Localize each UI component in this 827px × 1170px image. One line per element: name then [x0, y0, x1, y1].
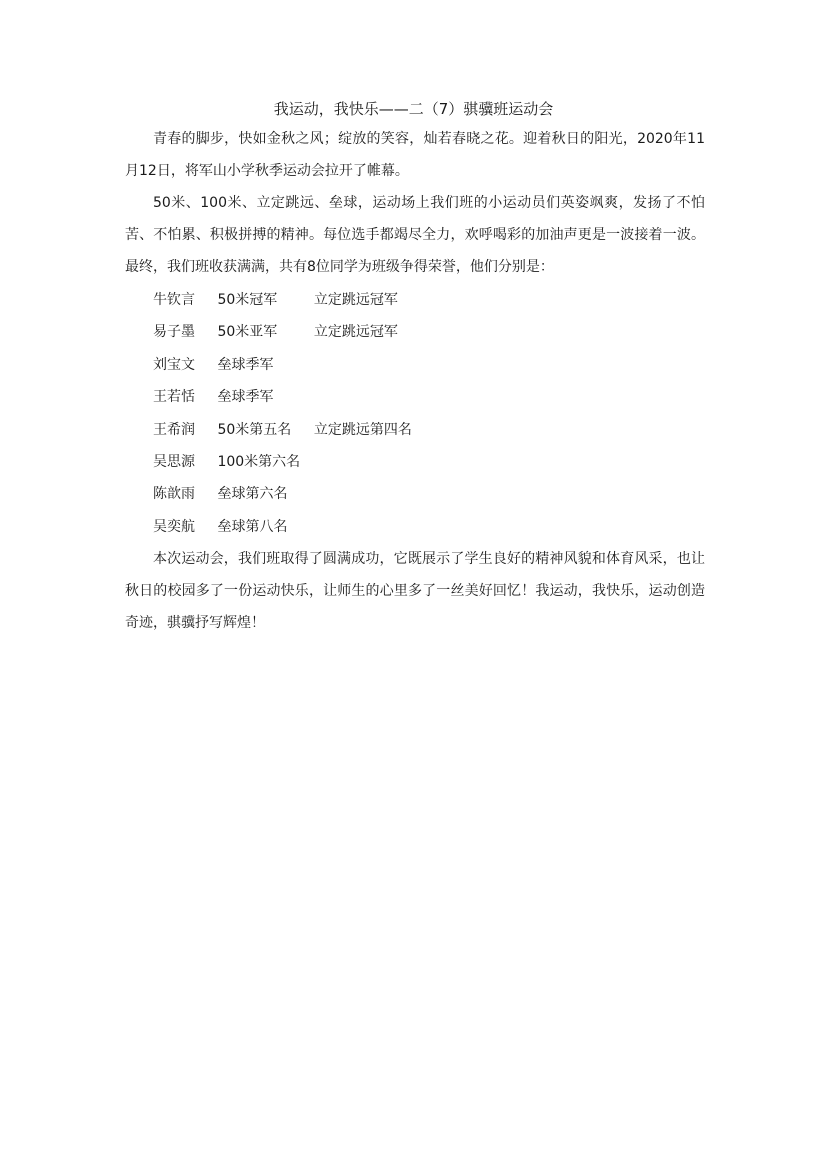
student-name: 刘宝文 [153, 356, 195, 373]
intro-paragraph: 青春的脚步，快如金秋之风；绽放的笑容，灿若春晓之花。迎着秋日的阳光，2020年11月12日，将军山小学秋季运动会拉开了帷幕。 [125, 131, 705, 179]
award-item: 垒球季军 [217, 389, 274, 406]
student-name: 吴思源 [153, 453, 195, 470]
closing-paragraph: 本次运动会，我们班取得了圆满成功，它既展示了学生良好的精神风貌和体育风采，也让秋日的校园多了一份运动快乐，让师生的心里多了一丝美好回忆！我运动，我快乐，运动创造奇迹，骐骥抒写辉煌！ [125, 551, 705, 631]
student-name: 王希润 [153, 421, 195, 438]
award-item: 50米冠军 [217, 292, 278, 308]
award-row [153, 446, 633, 478]
award-row [153, 511, 633, 543]
award-row [153, 349, 633, 381]
student-name: 易子墨 [153, 324, 195, 341]
student-name: 王若恬 [153, 389, 195, 406]
award-row [153, 284, 633, 316]
award-item: 50米第五名 [217, 421, 292, 438]
award-row [153, 478, 633, 510]
award-item: 立定跳远冠军 [313, 324, 398, 341]
events-paragraph: 50米、100米、立定跳远、垒球，运动场上我们班的小运动员们英姿飒爽，发扬了不怕苦、不怕累、积极拼搏的精神。每位选手都竭尽全力，欢呼喝彩的加油声更是一波接着一波。最终，我们班收获满满，共有8位同学为班级争得荣誉，他们分别是： [125, 195, 705, 275]
award-item: 100米第六名 [217, 453, 301, 470]
award-item: 立定跳远第四名 [313, 421, 412, 438]
award-item: 立定跳远冠军 [313, 292, 398, 308]
student-name: 吴奕航 [153, 518, 195, 535]
award-row [153, 381, 633, 413]
award-list [153, 284, 633, 543]
award-item: 垒球第八名 [217, 518, 288, 535]
award-item: 50米亚军 [217, 324, 278, 341]
award-row [153, 414, 633, 446]
student-name: 牛钦言 [153, 292, 195, 308]
award-item: 垒球季军 [217, 356, 274, 373]
student-name: 陈歆雨 [153, 486, 195, 503]
document-title: 我运动，我快乐——二（7）骐骥班运动会 [273, 100, 554, 118]
award-item: 垒球第六名 [217, 486, 288, 503]
award-row [153, 316, 633, 348]
